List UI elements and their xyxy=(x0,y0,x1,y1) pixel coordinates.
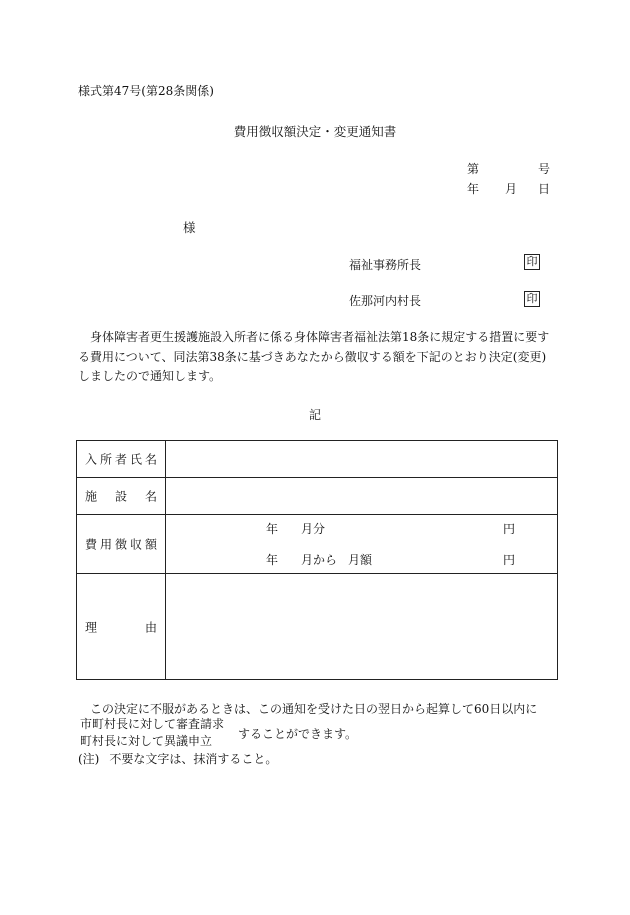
note-text: 不要な文字は、抹消すること。 xyxy=(109,752,278,766)
appeal-option-review-request: 市町村長に対して審査請求 xyxy=(80,717,225,731)
table-row-reason xyxy=(77,574,558,680)
table-row-resident-name xyxy=(77,441,558,478)
appeal-suffix: することができます。 xyxy=(238,727,358,741)
form-number: 様式第47号(第28条関係) xyxy=(78,84,214,98)
ki-heading: 記 xyxy=(308,408,321,422)
document-title: 費用徴収額決定・変更通知書 xyxy=(233,124,397,139)
date-day: 日 xyxy=(538,182,551,196)
facility-name-value xyxy=(166,478,558,515)
fee-line1-month: 月分 xyxy=(301,522,326,536)
fee-line1-yen: 円 xyxy=(503,522,516,536)
appeal-option-objection: 町村長に対して異議申立 xyxy=(80,734,213,748)
fee-table xyxy=(76,440,558,680)
number-prefix: 第 xyxy=(467,162,480,176)
resident-name-value xyxy=(166,441,558,478)
fee-line2-year: 年 xyxy=(266,553,279,567)
date-year: 年 xyxy=(467,182,480,196)
issuer-village-mayor: 佐那河内村長 xyxy=(349,294,422,308)
note xyxy=(78,750,277,767)
date-month: 月 xyxy=(505,182,518,196)
label-reason: 理 由 xyxy=(77,574,166,680)
body-paragraph: 身体障害者更生援護施設入所者に係る身体障害者福祉法第18条に規定する措置に要する費用について、同法第38条に基づきあなたから徴収する額を下記のとおり決定(変更)しましたので通知します。 xyxy=(78,330,550,383)
addressee-suffix: 様 xyxy=(183,220,196,235)
fee-line2-monthly: 月額 xyxy=(348,553,373,567)
seal-mark: 印 xyxy=(524,254,540,270)
number-suffix: 号 xyxy=(538,162,551,176)
note-label: (注) xyxy=(78,752,100,766)
issuer-welfare-office-chief: 福祉事務所長 xyxy=(349,258,422,272)
table-row-facility-name xyxy=(77,478,558,515)
appeal-options xyxy=(80,716,224,750)
table-row-fee-amount xyxy=(77,515,558,574)
reason-value xyxy=(166,574,558,680)
fee-line1-year: 年 xyxy=(266,522,279,536)
appeal-text-line1: この決定に不服があるときは、この通知を受けた日の翌日から起算して60日以内に xyxy=(90,702,538,716)
label-fee-amount: 費 用 徴 収 額 xyxy=(77,515,166,574)
fee-amount-value xyxy=(166,515,558,574)
fee-line2-month: 月から xyxy=(301,553,338,567)
seal-mark: 印 xyxy=(524,291,540,307)
fee-line2-yen: 円 xyxy=(503,553,516,567)
label-facility-name: 施 設 名 xyxy=(77,478,166,515)
label-resident-name: 入 所 者 氏 名 xyxy=(77,441,166,478)
